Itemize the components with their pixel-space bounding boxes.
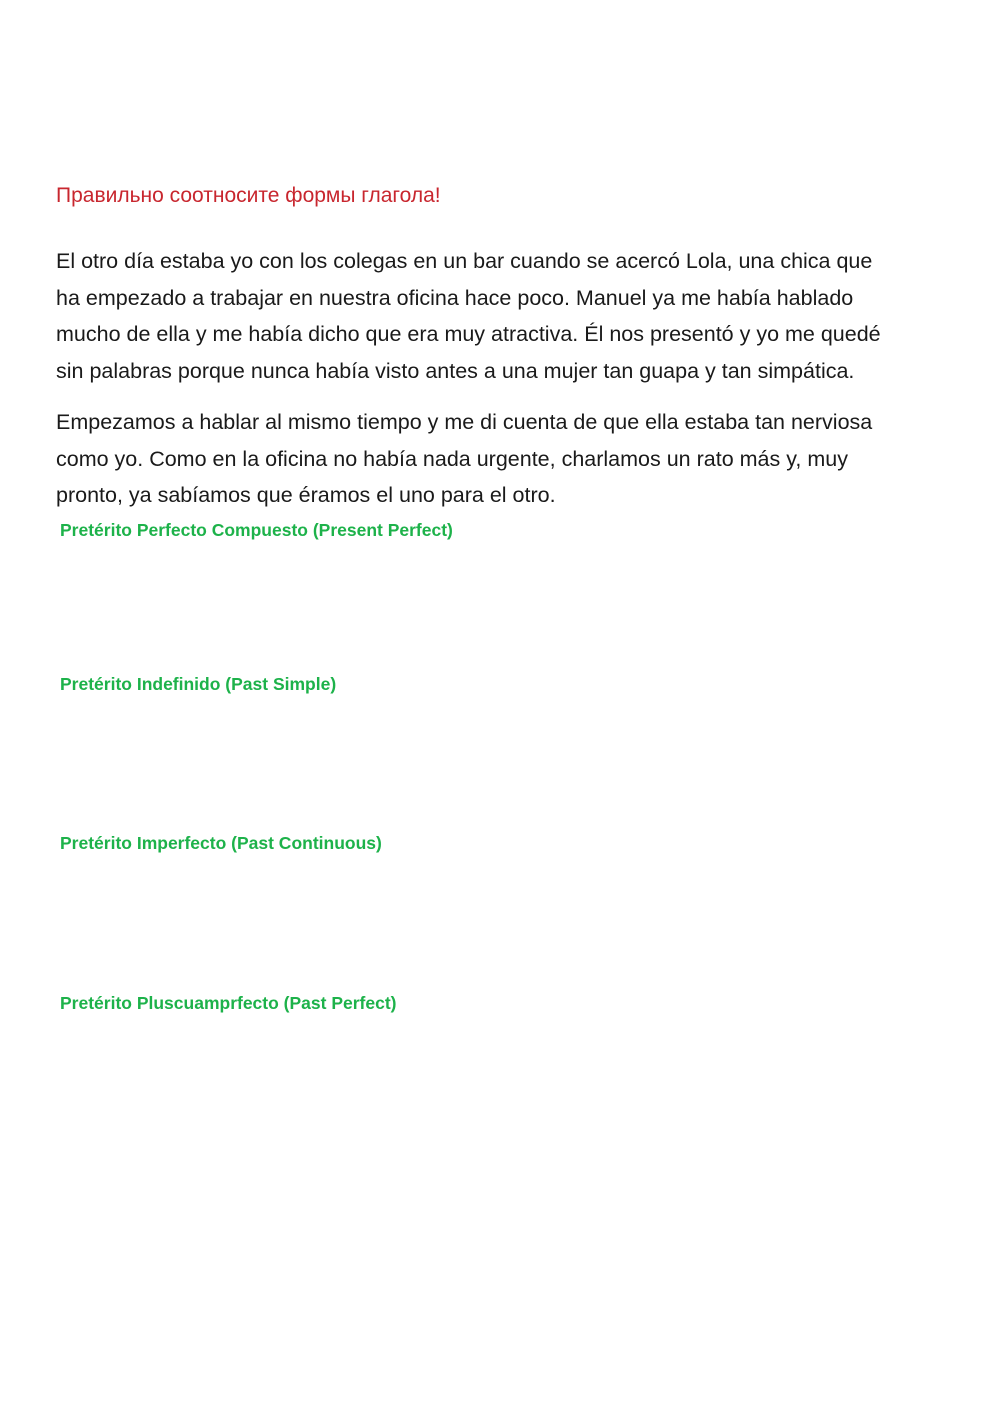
instruction-heading: Правильно соотносите формы глагола! bbox=[56, 184, 441, 207]
paragraph-line: mucho de ella y me había dicho que era muy atractiva. Él nos presentó y yo me quedé bbox=[56, 322, 881, 346]
paragraph-line: Empezamos a hablar al mismo tiempo y me di cuenta de que ella estaba tan nerviosa bbox=[56, 410, 873, 434]
category-past-continuous-label: Pretérito Imperfecto (Past Continuous) bbox=[60, 833, 382, 853]
story-paragraph-2 bbox=[56, 404, 872, 514]
category-past-perfect-label: Pretérito Pluscuamprfecto (Past Perfect) bbox=[60, 993, 397, 1013]
story-paragraph-1 bbox=[56, 243, 881, 389]
paragraph-line: como yo. Como en la oficina no había nada urgente, charlamos un rato más y, muy bbox=[56, 446, 848, 471]
category-present-perfect-label: Pretérito Perfecto Compuesto (Present Perfect) bbox=[60, 520, 453, 540]
paragraph-line: sin palabras porque nunca había visto antes a una mujer tan guapa y tan simpática. bbox=[56, 358, 855, 383]
paragraph-line: pronto, ya sabíamos que éramos el uno para el otro. bbox=[56, 483, 556, 507]
paragraph-line: ha empezado a trabajar en nuestra oficina hace poco. Manuel ya me había hablado bbox=[56, 285, 854, 310]
category-past-simple-label: Pretérito Indefinido (Past Simple) bbox=[60, 674, 337, 694]
paragraph-line: El otro día estaba yo con los colegas en un bar cuando se acercó Lola, una chica que bbox=[56, 249, 873, 273]
